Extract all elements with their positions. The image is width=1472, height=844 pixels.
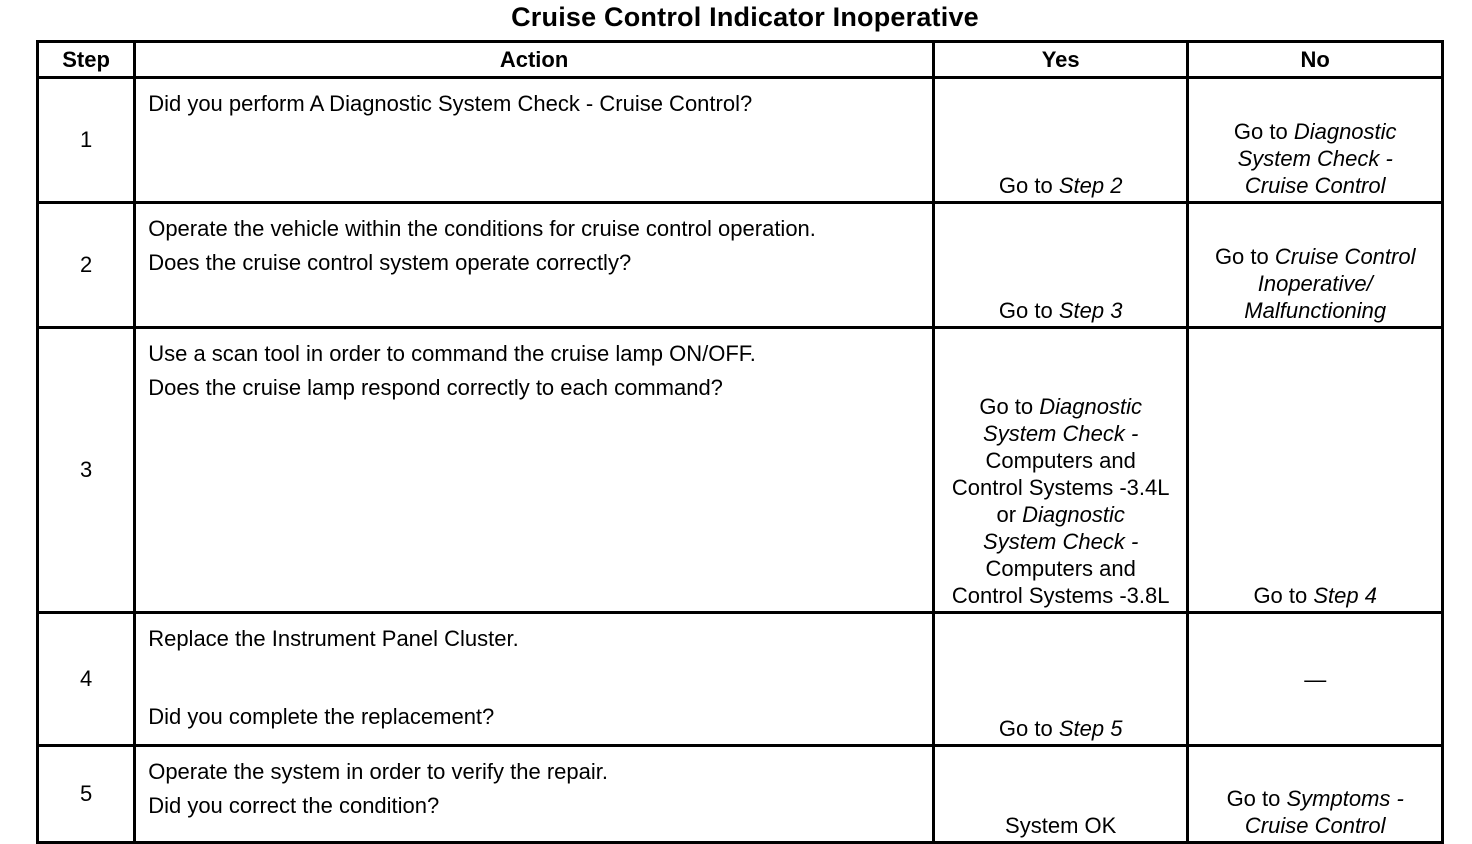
action-question: Does the cruise control system operate correctly? <box>148 250 632 275</box>
no-prefix: Go to <box>1253 583 1308 608</box>
header-no: No <box>1188 42 1443 78</box>
action-text: Replace the Instrument Panel Cluster. <box>148 626 519 651</box>
action-text: Did you perform A Diagnostic System Check - Cruise Control? <box>148 91 753 116</box>
table-row <box>38 78 1443 203</box>
no-link-inoperative[interactable]: Inoperative/ <box>1257 271 1373 296</box>
page-title: Cruise Control Indicator Inoperative <box>511 2 979 32</box>
action-question: Did you complete the replacement? <box>148 704 495 729</box>
table-row <box>38 613 1443 746</box>
no-cell <box>1188 78 1443 203</box>
action-text: Operate the system in order to verify the repair. <box>148 759 608 784</box>
no-dash: — <box>1304 666 1327 692</box>
yes-system-ok: System OK <box>1005 813 1117 838</box>
yes-control-systems-34: Control Systems -3.4L <box>951 475 1170 500</box>
step-number: 2 <box>38 203 135 328</box>
action-text: Use a scan tool in order to command the cruise lamp ON/OFF. <box>148 341 756 366</box>
action-question: Did you correct the condition? <box>148 793 440 818</box>
no-link-cruise-control[interactable]: Cruise Control <box>1244 813 1386 838</box>
yes-link-step-5[interactable]: Step 5 <box>1058 716 1123 741</box>
no-prefix: Go to <box>1226 786 1281 811</box>
no-link-symptoms[interactable]: Symptoms - <box>1286 786 1404 811</box>
table-row <box>38 746 1443 843</box>
header-action: Action <box>135 42 934 78</box>
step-number: 5 <box>38 746 135 843</box>
action-text: Operate the vehicle within the conditions for cruise control operation. <box>148 216 816 241</box>
yes-prefix: Go to <box>979 394 1034 419</box>
yes-prefix: Go to <box>998 716 1053 741</box>
no-link-step-4[interactable]: Step 4 <box>1313 583 1377 608</box>
yes-link-step-3[interactable]: Step 3 <box>1058 298 1123 323</box>
header-yes: Yes <box>933 42 1188 78</box>
yes-computers-2: Computers and <box>985 556 1136 581</box>
yes-cell <box>933 328 1188 613</box>
action-question: Does the cruise lamp respond correctly to each command? <box>148 375 723 400</box>
no-prefix: Go to <box>1233 119 1288 144</box>
action-spacer <box>148 656 932 700</box>
step-number: 4 <box>38 613 135 746</box>
yes-cell <box>933 613 1188 746</box>
no-cell <box>1188 613 1443 746</box>
header-step: Step <box>38 42 135 78</box>
yes-or: or <box>996 502 1017 527</box>
yes-link-step-2[interactable]: Step 2 <box>1058 173 1123 198</box>
yes-control-systems-38: Control Systems -3.8L <box>951 583 1170 608</box>
no-link-malfunctioning[interactable]: Malfunctioning <box>1244 298 1387 323</box>
table-row <box>38 328 1443 613</box>
step-number: 3 <box>38 328 135 613</box>
yes-link-diagnostic[interactable]: Diagnostic <box>1039 394 1142 419</box>
diagnostic-table <box>36 40 1444 844</box>
no-cell <box>1188 746 1443 843</box>
action-cell <box>135 78 934 203</box>
action-cell <box>135 203 934 328</box>
yes-link-diagnostic-2[interactable]: Diagnostic <box>1022 502 1125 527</box>
yes-prefix: Go to <box>998 298 1053 323</box>
action-cell <box>135 613 934 746</box>
table-header-row <box>38 42 1443 78</box>
yes-cell <box>933 746 1188 843</box>
no-link-system-check[interactable]: System Check - <box>1237 146 1393 171</box>
action-cell <box>135 328 934 613</box>
no-cell <box>1188 328 1443 613</box>
yes-cell <box>933 78 1188 203</box>
yes-link-system-check[interactable]: System Check - <box>983 421 1139 446</box>
step-number: 1 <box>38 78 135 203</box>
yes-link-system-check-2[interactable]: System Check - <box>983 529 1139 554</box>
table-row <box>38 203 1443 328</box>
action-cell <box>135 746 934 843</box>
no-prefix: Go to <box>1214 244 1269 269</box>
no-link-cruise-control[interactable]: Cruise Control <box>1244 173 1386 198</box>
no-link-diagnostic[interactable]: Diagnostic <box>1293 119 1397 144</box>
no-link-cruise-control[interactable]: Cruise Control <box>1274 244 1416 269</box>
no-cell <box>1188 203 1443 328</box>
yes-computers: Computers and <box>985 448 1136 473</box>
yes-prefix: Go to <box>998 173 1053 198</box>
yes-cell <box>933 203 1188 328</box>
